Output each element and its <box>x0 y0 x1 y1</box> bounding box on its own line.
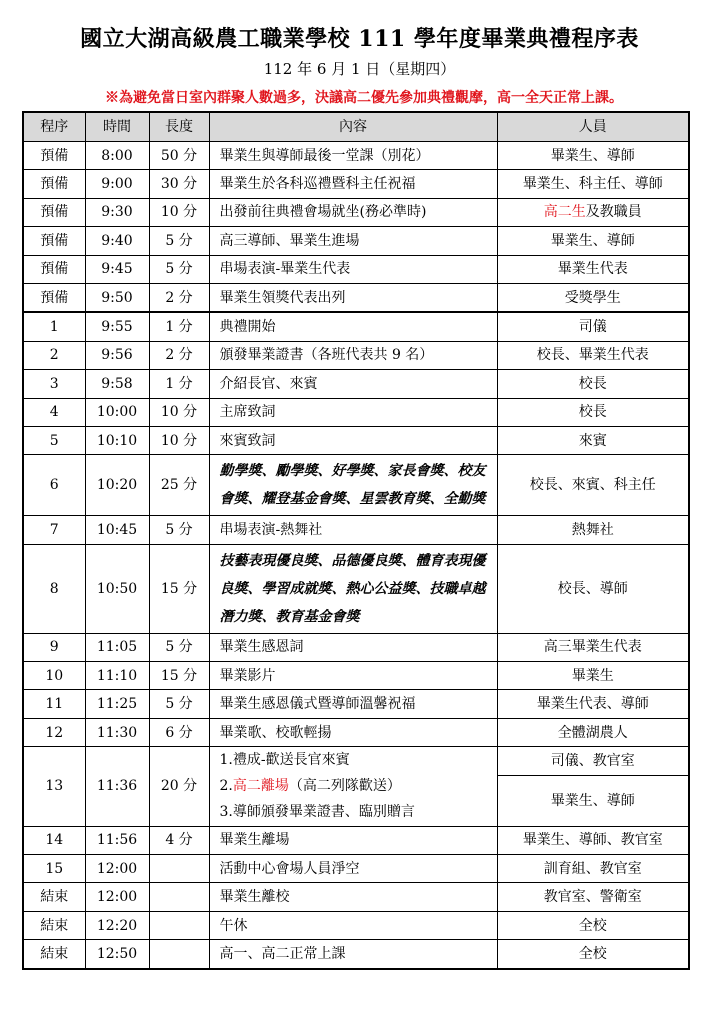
content-cell: 畢業生感恩詞 <box>209 633 497 661</box>
people-cell: 高三畢業生代表 <box>497 633 689 661</box>
table-row <box>23 398 689 426</box>
seq-cell: 10 <box>23 662 85 690</box>
duration-cell: 50 分 <box>149 142 209 170</box>
time-cell: 11:30 <box>85 718 149 746</box>
people-cell: 畢業生代表、導師 <box>497 690 689 718</box>
people-cell <box>497 198 689 226</box>
duration-cell: 20 分 <box>149 747 209 826</box>
time-cell: 11:36 <box>85 747 149 826</box>
seq-cell: 結束 <box>23 940 85 969</box>
seq-cell: 7 <box>23 516 85 544</box>
content-cell: 典禮開始 <box>209 312 497 341</box>
content-cell: 畢業生與導師最後一堂課（別花） <box>209 142 497 170</box>
table-row <box>23 544 689 633</box>
content-cell: 來賓致詞 <box>209 426 497 454</box>
table-row <box>23 662 689 690</box>
people-cell: 校長、畢業生代表 <box>497 341 689 369</box>
time-cell: 12:00 <box>85 855 149 883</box>
closing-item-3: 3.導師頒發畢業證書、臨別贈言 <box>219 804 415 821</box>
content-cell: 畢業生領獎代表出列 <box>209 283 497 312</box>
duration-cell <box>149 940 209 969</box>
people-rest: 及教職員 <box>585 204 642 221</box>
seq-cell: 2 <box>23 341 85 369</box>
table-row <box>23 341 689 369</box>
duration-cell: 2 分 <box>149 341 209 369</box>
award-list-cell: 勤學獎、勵學獎、好學獎、家長會獎、校友會獎、耀登基金會獎、星雲教育獎、全勤獎 <box>209 455 497 516</box>
seq-cell: 預備 <box>23 170 85 198</box>
duration-cell: 15 分 <box>149 544 209 633</box>
people-cell: 畢業生、導師、教官室 <box>497 826 689 854</box>
content-cell: 畢業生離校 <box>209 883 497 911</box>
duration-cell: 10 分 <box>149 198 209 226</box>
closing-item-2-number: 2. <box>219 778 233 795</box>
time-cell: 12:20 <box>85 911 149 939</box>
duration-cell <box>149 855 209 883</box>
ceremony-date: 112 年 6 月 1 日（星期四） <box>263 60 456 78</box>
table-row <box>23 142 689 170</box>
seq-cell: 1 <box>23 312 85 341</box>
table-row <box>23 455 689 516</box>
seq-cell: 4 <box>23 398 85 426</box>
content-cell: 出發前往典禮會場就坐(務必準時) <box>209 198 497 226</box>
people-cell: 全體湖農人 <box>497 718 689 746</box>
people-cell: 校長 <box>497 370 689 398</box>
table-row <box>23 370 689 398</box>
time-cell: 9:45 <box>85 255 149 283</box>
header-time: 時間 <box>85 112 149 142</box>
content-cell <box>209 747 497 826</box>
people-cell: 來賓 <box>497 426 689 454</box>
people-cell: 畢業生 <box>497 662 689 690</box>
content-cell: 主席致詞 <box>209 398 497 426</box>
time-cell: 9:58 <box>85 370 149 398</box>
time-cell: 9:50 <box>85 283 149 312</box>
table-header-row <box>23 112 689 142</box>
seq-cell: 12 <box>23 718 85 746</box>
duration-cell: 1 分 <box>149 370 209 398</box>
table-row <box>23 198 689 226</box>
seq-cell: 8 <box>23 544 85 633</box>
duration-cell <box>149 911 209 939</box>
time-cell: 9:00 <box>85 170 149 198</box>
seq-cell: 6 <box>23 455 85 516</box>
table-row <box>23 255 689 283</box>
seq-cell: 15 <box>23 855 85 883</box>
duration-cell: 6 分 <box>149 718 209 746</box>
people-cell: 校長、來賓、科主任 <box>497 455 689 516</box>
content-cell: 畢業歌、校歌輕揚 <box>209 718 497 746</box>
duration-cell: 2 分 <box>149 283 209 312</box>
time-cell: 10:20 <box>85 455 149 516</box>
closing-item-2-rest: （高二列隊歡送） <box>288 778 401 795</box>
header-duration: 長度 <box>149 112 209 142</box>
table-row <box>23 883 689 911</box>
duration-cell: 5 分 <box>149 255 209 283</box>
header-content: 內容 <box>209 112 497 142</box>
table-row <box>23 855 689 883</box>
seq-cell: 預備 <box>23 283 85 312</box>
duration-cell: 5 分 <box>149 690 209 718</box>
duration-cell: 30 分 <box>149 170 209 198</box>
duration-cell: 5 分 <box>149 633 209 661</box>
table-row <box>23 690 689 718</box>
people-cell: 畢業生、科主任、導師 <box>497 170 689 198</box>
seq-cell: 3 <box>23 370 85 398</box>
time-cell: 10:50 <box>85 544 149 633</box>
time-cell: 9:55 <box>85 312 149 341</box>
content-cell: 高三導師、畢業生進場 <box>209 227 497 255</box>
people-cell: 畢業生、導師 <box>497 142 689 170</box>
people-cell: 校長 <box>497 398 689 426</box>
seq-cell: 預備 <box>23 198 85 226</box>
seq-cell: 14 <box>23 826 85 854</box>
people-highlight: 高二生 <box>543 204 586 221</box>
time-cell: 8:00 <box>85 142 149 170</box>
duration-cell: 5 分 <box>149 227 209 255</box>
time-cell: 9:56 <box>85 341 149 369</box>
people-cell: 教官室、警衛室 <box>497 883 689 911</box>
duration-cell: 10 分 <box>149 398 209 426</box>
content-cell: 畢業影片 <box>209 662 497 690</box>
time-cell: 9:40 <box>85 227 149 255</box>
table-row <box>23 747 689 775</box>
people-cell: 受獎學生 <box>497 283 689 312</box>
schedule-table <box>22 111 690 970</box>
time-cell: 9:30 <box>85 198 149 226</box>
closing-item-2 <box>220 773 493 799</box>
content-cell: 高一、高二正常上課 <box>209 940 497 969</box>
content-cell: 活動中心會場人員淨空 <box>209 855 497 883</box>
people-cell: 司儀 <box>497 312 689 341</box>
document-title: 國立大湖高級農工職業學校 111 學年度畢業典禮程序表 <box>80 26 639 52</box>
closing-item-1: 1.禮成-歡送長官來賓 <box>219 752 350 769</box>
table-row <box>23 312 689 341</box>
time-cell: 10:10 <box>85 426 149 454</box>
seq-cell: 結束 <box>23 911 85 939</box>
content-cell: 串場表演-畢業生代表 <box>209 255 497 283</box>
duration-cell <box>149 883 209 911</box>
people-cell: 司儀、教官室 <box>497 747 689 775</box>
closing-item-2-highlight: 高二離場 <box>232 778 289 795</box>
seq-cell: 5 <box>23 426 85 454</box>
content-cell: 頒發畢業證書（各班代表共 9 名） <box>209 341 497 369</box>
duration-cell: 4 分 <box>149 826 209 854</box>
people-cell: 訓育組、教官室 <box>497 855 689 883</box>
seq-cell: 9 <box>23 633 85 661</box>
time-cell: 12:50 <box>85 940 149 969</box>
table-row <box>23 283 689 312</box>
content-cell: 畢業生於各科巡禮暨科主任祝福 <box>209 170 497 198</box>
seq-cell: 預備 <box>23 142 85 170</box>
time-cell: 11:10 <box>85 662 149 690</box>
table-row <box>23 940 689 969</box>
people-cell: 熱舞社 <box>497 516 689 544</box>
table-row <box>23 718 689 746</box>
people-cell: 畢業生、導師 <box>497 227 689 255</box>
seq-cell: 預備 <box>23 227 85 255</box>
award-list-cell: 技藝表現優良獎、品德優良獎、體育表現優良獎、學習成就獎、熱心公益獎、技職卓越潛力獎、教育基金會獎 <box>209 544 497 633</box>
header-seq: 程序 <box>23 112 85 142</box>
table-row <box>23 516 689 544</box>
table-row <box>23 426 689 454</box>
time-cell: 11:25 <box>85 690 149 718</box>
time-cell: 10:00 <box>85 398 149 426</box>
duration-cell: 25 分 <box>149 455 209 516</box>
table-row <box>23 911 689 939</box>
content-cell: 午休 <box>209 911 497 939</box>
duration-cell: 5 分 <box>149 516 209 544</box>
people-cell: 全校 <box>497 940 689 969</box>
people-cell: 全校 <box>497 911 689 939</box>
seq-cell: 11 <box>23 690 85 718</box>
people-cell: 畢業生代表 <box>497 255 689 283</box>
time-cell: 12:00 <box>85 883 149 911</box>
time-cell: 10:45 <box>85 516 149 544</box>
table-row <box>23 170 689 198</box>
duration-cell: 1 分 <box>149 312 209 341</box>
content-cell: 畢業生離場 <box>209 826 497 854</box>
seq-cell: 預備 <box>23 255 85 283</box>
time-cell: 11:56 <box>85 826 149 854</box>
time-cell: 11:05 <box>85 633 149 661</box>
seq-cell: 13 <box>23 747 85 826</box>
table-row <box>23 826 689 854</box>
header-people: 人員 <box>497 112 689 142</box>
content-cell: 畢業生感恩儀式暨導師溫馨祝福 <box>209 690 497 718</box>
content-cell: 串場表演-熱舞社 <box>209 516 497 544</box>
table-row <box>23 227 689 255</box>
seq-cell: 結束 <box>23 883 85 911</box>
duration-cell: 15 分 <box>149 662 209 690</box>
people-cell: 畢業生、導師 <box>497 775 689 826</box>
content-cell: 介紹長官、來賓 <box>209 370 497 398</box>
notice-text: ※為避免當日室內群聚人數過多，決議高二優先參加典禮觀摩，高一全天正常上課。 <box>105 90 623 106</box>
duration-cell: 10 分 <box>149 426 209 454</box>
table-row <box>23 633 689 661</box>
people-cell: 校長、導師 <box>497 544 689 633</box>
